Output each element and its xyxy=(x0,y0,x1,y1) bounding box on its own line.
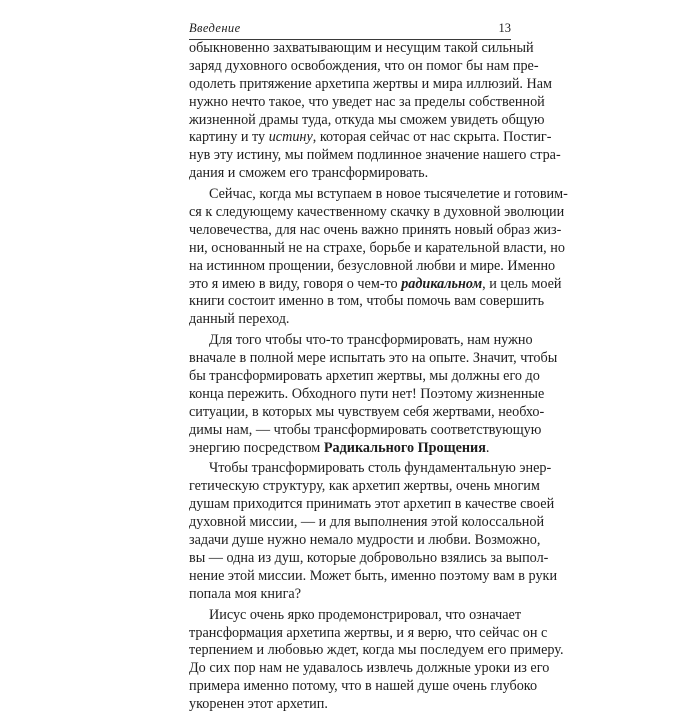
text-line: вначале в полной мере испытать это на опыте. Значит, чтобы xyxy=(189,350,558,367)
paragraph xyxy=(189,460,558,603)
text-line: примера именно потому, что в нашей душе очень глубоко xyxy=(189,678,538,695)
text-line: обыкновенно захватывающим и несущим такой сильный xyxy=(189,40,534,56)
bold-run: Радикального Прощения xyxy=(323,439,486,456)
text-run: это я имею в виду, говоря о чем-то xyxy=(189,275,402,292)
text-line: ситуации, в которых мы чувствуем себя жертвами, необхо- xyxy=(189,403,545,420)
text-run: , и цель моей xyxy=(482,275,562,292)
text-line: Сейчас, когда мы вступаем в новое тысячелетие и готовим- xyxy=(209,186,568,203)
page-number: 13 xyxy=(498,21,511,35)
paragraph xyxy=(189,606,564,714)
text-run: энергию посредством xyxy=(189,439,324,456)
text-line: задачи душе нужно немало мудрости и любви. Возможно, xyxy=(189,532,541,549)
paragraph xyxy=(189,40,561,183)
text-line: заряд духовного освобождения, что он помог бы нам пре- xyxy=(189,57,539,74)
text-line: трансформация архетипа жертвы, и я верю, что сейчас он с xyxy=(189,624,548,641)
text-run: картину и ту xyxy=(189,129,269,146)
text-line xyxy=(189,129,552,147)
text-line: нужно нечто такое, что уведет нас за пределы собственной xyxy=(189,93,545,110)
text-line: бы трансформировать архетип жертвы, мы должны его до xyxy=(189,368,540,385)
text-line xyxy=(189,440,511,458)
text-line: жизненной драмы туда, откуда мы сможем увидеть общую xyxy=(189,111,545,128)
text-line: Для того чтобы что-то трансформировать, нам нужно xyxy=(209,332,533,349)
text-line: конца пережить. Обходного пути нет! Поэтому жизненные xyxy=(189,385,545,402)
bold-italic-run: радикальном xyxy=(401,275,483,292)
text-line: дания и сможем его трансформировать. xyxy=(189,165,429,182)
text-line: духовной миссии, — и для выполнения этой колоссальной xyxy=(189,514,545,531)
text-line: нув эту истину, мы поймем подлинное значение нашего стра- xyxy=(189,147,561,164)
text-run: , которая сейчас от нас скрыта. Постиг- xyxy=(312,129,552,146)
text-line: книги состоит именно в том, чтобы помочь вам совершить xyxy=(189,293,545,310)
italic-run: истину xyxy=(268,129,313,146)
text-line xyxy=(189,275,562,294)
text-line: вы — одна из душ, которые добровольно взялись за выпол- xyxy=(189,549,549,566)
section-title: Введение xyxy=(189,21,241,35)
text-line: Иисус очень ярко продемонстрировал, что означает xyxy=(209,606,522,623)
text-line: на истинном прощении, безусловной любви и мире. Именно xyxy=(189,257,556,274)
text-line: укоренен этот архетип. xyxy=(189,696,328,713)
text-line: димы нам, — чтобы трансформировать соответствующую xyxy=(189,421,542,438)
text-line: Чтобы трансформировать столь фундаментальную энер- xyxy=(209,460,552,477)
text-line: одолеть притяжение архетипа жертвы и мира иллюзий. Нам xyxy=(189,75,553,92)
paragraph xyxy=(189,332,558,457)
paragraph xyxy=(189,186,568,329)
text-line: человечества, для нас очень важно принять новый образ жиз- xyxy=(189,221,562,238)
text-line: душам приходится принимать этот архетип в качестве своей xyxy=(189,496,555,513)
running-header xyxy=(189,20,511,40)
text-line: данный переход. xyxy=(189,311,290,328)
body-text xyxy=(189,40,568,714)
text-line: До сих пор нам не удавалось извлечь должные уроки из его xyxy=(189,660,550,677)
text-line: терпением и любовью ждет, когда мы последуем его примеру. xyxy=(189,642,564,659)
text-line: нение этой миссии. Может быть, именно поэтому вам в руки xyxy=(189,567,558,584)
text-line: гетическую структуру, как архетип жертвы, очень многим xyxy=(189,478,540,495)
text-line: попала моя книга? xyxy=(189,585,301,602)
text-run: . xyxy=(485,439,490,456)
text-line: ся к следующему качественному скачку в духовной эволюции xyxy=(189,204,565,221)
text-line: ни, основанный не на страхе, борьбе и карательной власти, но xyxy=(189,239,565,256)
